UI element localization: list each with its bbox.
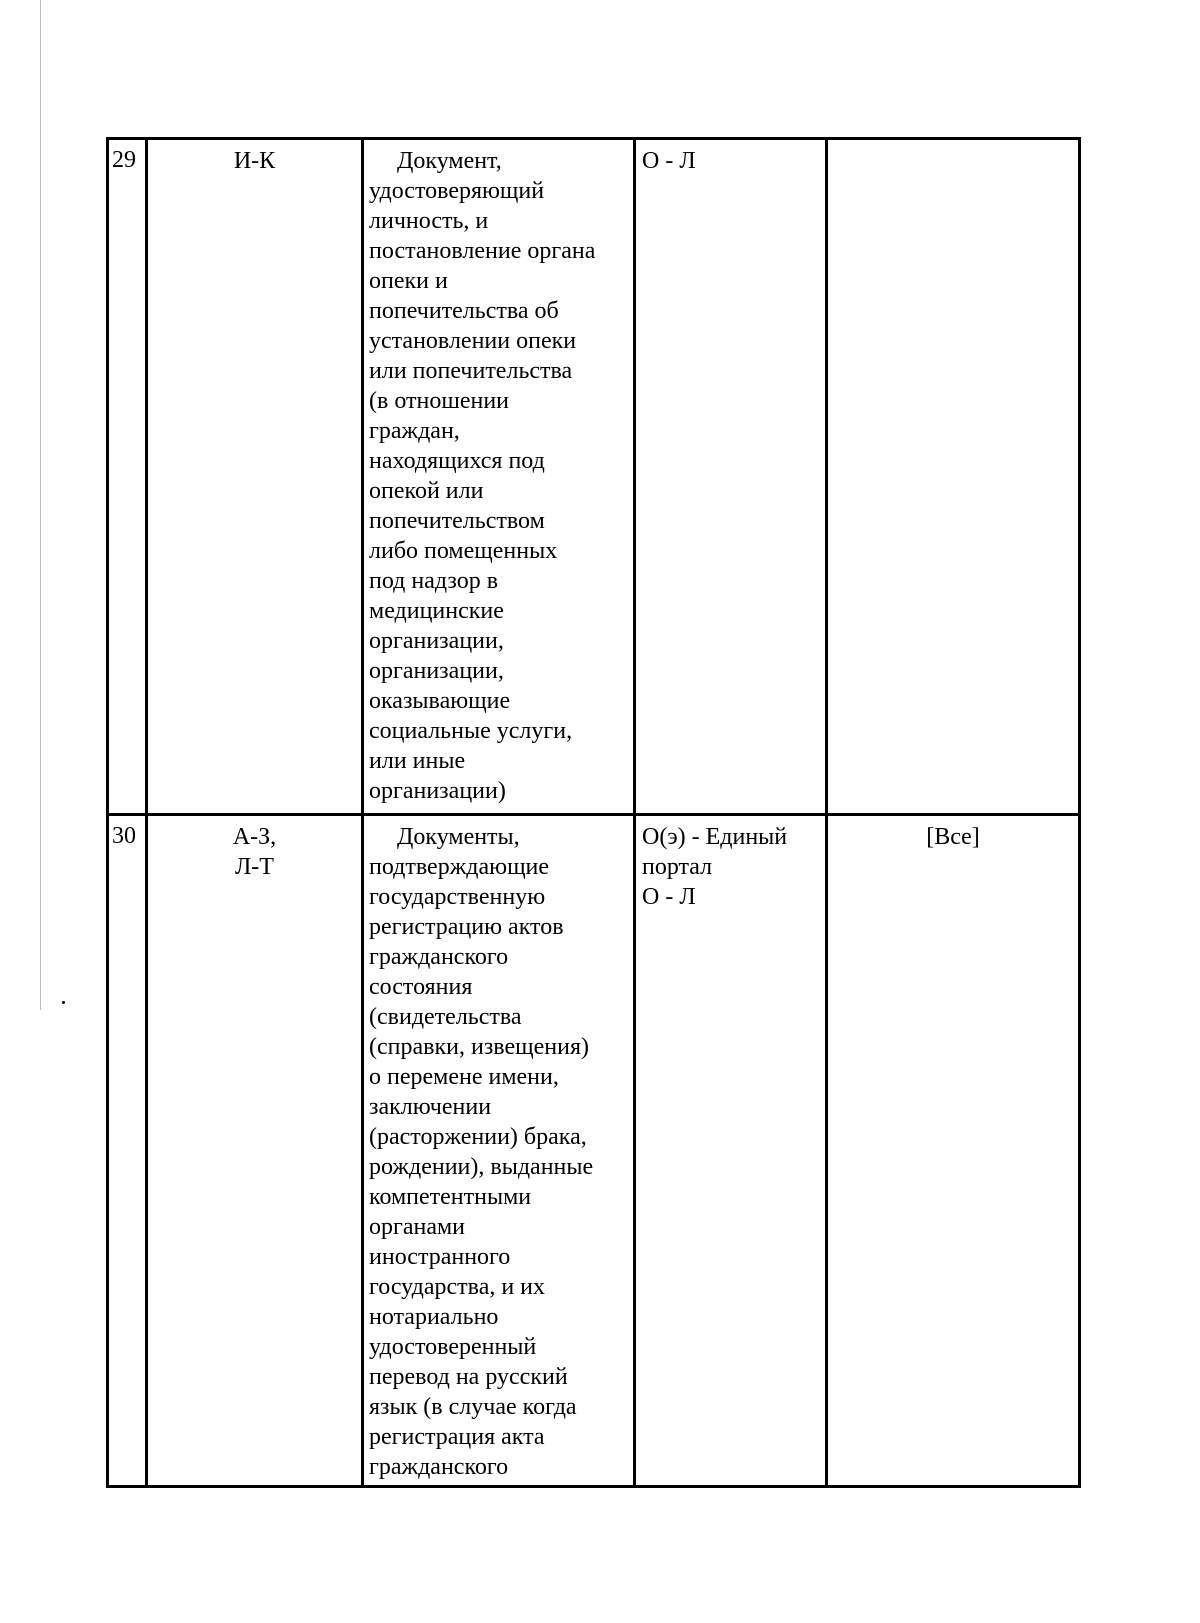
table-row [108, 815, 1080, 1487]
method-cell [635, 815, 827, 1487]
document-line: организации, [369, 628, 504, 654]
code-cell [147, 139, 363, 815]
table-row [108, 139, 1080, 815]
document-line: органами [369, 1214, 466, 1240]
document-line: регистрация акта [369, 1424, 545, 1450]
document-line: попечительства об [369, 298, 559, 324]
document-line: медицинские [369, 598, 504, 624]
method-line: О - Л [642, 148, 696, 174]
document-line: находящихся под [369, 448, 545, 474]
document-line: установлении опеки [369, 328, 577, 354]
code-line: И-К [233, 148, 276, 174]
applicability-cell [827, 815, 1080, 1487]
document-line: личность, и [369, 208, 489, 234]
code-line: А-З, [232, 824, 277, 850]
document-line: рождении), выданные [369, 1154, 594, 1180]
document-line: оказывающие [369, 688, 511, 714]
document-line: нотариально [369, 1304, 499, 1330]
document-line: удостоверенный [369, 1334, 537, 1360]
document-line: Документы, [397, 824, 520, 850]
document-line: (справки, извещения) [369, 1034, 589, 1060]
submission-method [636, 140, 825, 176]
document-line: организации, [369, 658, 504, 684]
applicability-cell [827, 139, 1080, 815]
document-line: или попечительства [369, 358, 573, 384]
document-line: заключении [369, 1094, 492, 1120]
documents-table [106, 137, 1081, 1488]
document-line: опеки и [369, 268, 448, 294]
document-line: попечительством [369, 508, 545, 534]
row-number: 29 [112, 147, 136, 173]
row-number-cell [108, 139, 147, 815]
document-line: состояния [369, 974, 473, 1000]
method-cell [635, 139, 827, 815]
document-line: (расторжении) брака, [369, 1124, 587, 1150]
document-line: опекой или [369, 478, 484, 504]
document-line: регистрацию актов [369, 914, 564, 940]
document-name-cell [363, 139, 635, 815]
document-line: иностранного [369, 1244, 511, 1270]
document-line: государственную [369, 884, 546, 910]
document-line: удостоверяющий [369, 178, 545, 204]
document-name [364, 816, 633, 1482]
code-line: Л-Т [235, 854, 274, 880]
code-list [148, 140, 361, 176]
applicability [828, 140, 1078, 146]
document-name-cell [363, 815, 635, 1487]
document-name [364, 140, 633, 806]
scan-margin-line [40, 0, 41, 1010]
document-line: гражданского [369, 1454, 509, 1480]
row-number: 30 [112, 823, 136, 849]
document-line: перевод на русский [369, 1364, 568, 1390]
code-list [148, 816, 361, 882]
document-line: подтверждающие [369, 854, 550, 880]
document-line: гражданского [369, 944, 509, 970]
method-line: О(э) - Единый [642, 824, 788, 850]
document-line: о перемене имени, [369, 1064, 559, 1090]
document-line: граждан, [369, 418, 460, 444]
document-line: постановление органа [369, 238, 596, 264]
document-line: (в отношении [369, 388, 510, 414]
document-line: социальные услуги, [369, 718, 573, 744]
submission-method [636, 816, 825, 912]
code-cell [147, 815, 363, 1487]
document-line: язык (в случае когда [369, 1394, 577, 1420]
document-line: государства, и их [369, 1274, 546, 1300]
method-line: О - Л [642, 884, 696, 910]
document-line: Документ, [397, 148, 502, 174]
row-number-cell [108, 815, 147, 1487]
method-line: портал [642, 854, 713, 880]
scan-speck [62, 1001, 65, 1004]
applicability: [Все] [926, 824, 980, 850]
document-line: либо помещенных [369, 538, 558, 564]
document-line: (свидетельства [369, 1004, 522, 1030]
document-line: компетентными [369, 1184, 532, 1210]
document-line: под надзор в [369, 568, 499, 594]
document-line: организации) [369, 778, 506, 804]
document-line: или иные [369, 748, 466, 774]
